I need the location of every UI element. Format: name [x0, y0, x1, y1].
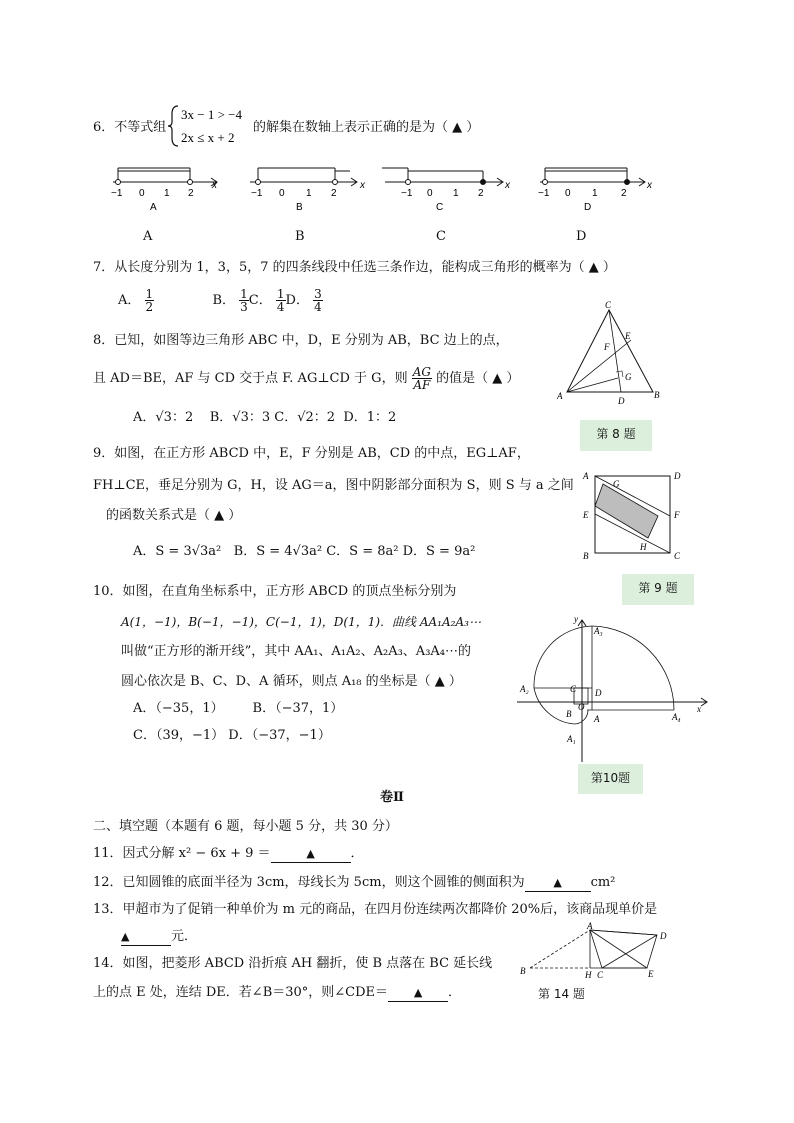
- svg-text:D: D: [660, 931, 667, 941]
- svg-text:0: 0: [427, 188, 433, 199]
- svg-text:0: 0: [279, 188, 285, 199]
- svg-text:A₁: A₁: [567, 734, 576, 744]
- q10-options-ab: A．（−35，1） B．（−37，1）: [133, 701, 344, 716]
- svg-text:2: 2: [478, 188, 484, 199]
- svg-text:A: A: [594, 714, 600, 724]
- svg-text:D: D: [674, 471, 681, 481]
- svg-text:A₂: A₂: [520, 684, 529, 694]
- q9-options: A．S = 3√3a² B．S = 4√3a² C．S = 8a² D．S = 9a²: [133, 544, 476, 559]
- svg-text:x: x: [360, 180, 365, 191]
- q7-stem: 7．从长度分别为 1，3，5，7 的四条线段中任选三条作边，能构成三角形的概率为（ ▲ ）: [93, 260, 616, 275]
- svg-text:A: A: [557, 391, 563, 401]
- q8-ratio-fraction: $\frac{AG}{AF}$: [412, 365, 431, 392]
- svg-text:A: A: [587, 921, 593, 931]
- svg-text:C: C: [570, 684, 577, 694]
- svg-text:E: E: [625, 331, 631, 341]
- svg-text:y: y: [574, 614, 578, 624]
- svg-text:C: C: [674, 551, 681, 561]
- q14-caption: 第 14 题: [538, 987, 585, 1001]
- q10-line-1: 10．如图，在直角坐标系中，正方形 ABCD 的顶点坐标分别为: [93, 584, 457, 599]
- svg-text:B: B: [520, 966, 526, 976]
- q6-option-c-label: C: [436, 202, 444, 212]
- svg-text:O: O: [578, 702, 585, 712]
- q6-answer-b: B: [295, 229, 305, 244]
- q6-option-c-number-line: [382, 168, 511, 212]
- svg-text:H: H: [640, 542, 647, 552]
- q6-inequality-1: 3x − 1 > −4: [181, 107, 242, 122]
- svg-text:A₃: A₃: [594, 626, 603, 636]
- q7-option-b-fraction: $\frac{1}{3}$: [240, 287, 248, 314]
- svg-text:−1: −1: [111, 188, 123, 199]
- svg-text:1: 1: [592, 188, 598, 199]
- q14-blank: ▲: [388, 985, 448, 1002]
- svg-text:C: C: [597, 970, 604, 980]
- svg-text:x: x: [697, 704, 701, 714]
- q13-blank: ▲: [121, 929, 171, 946]
- svg-text:x: x: [647, 180, 652, 191]
- svg-text:0: 0: [139, 188, 145, 199]
- svg-text:C: C: [605, 300, 612, 310]
- svg-text:x: x: [505, 180, 510, 191]
- q6-option-d-label: D: [584, 202, 592, 212]
- q6-inequality-2: 2x ≤ x + 2: [181, 130, 235, 145]
- svg-text:G: G: [625, 372, 632, 382]
- svg-text:2: 2: [621, 188, 627, 199]
- svg-text:A: A: [583, 471, 589, 481]
- q6-answer-a: A: [143, 229, 153, 244]
- svg-text:B: B: [654, 390, 660, 400]
- svg-text:2: 2: [331, 188, 337, 199]
- svg-text:E: E: [648, 969, 654, 979]
- q6-option-b-label: B: [296, 202, 303, 212]
- q11-blank: ▲: [271, 846, 351, 863]
- q6-option-a-number-line: [111, 168, 218, 212]
- q10-line-3: 叫做“正方形的渐开线”，其中 AA₁、A₁A₂、A₂A₃、A₃A₄⋯的: [121, 644, 472, 659]
- q11: 11．因式分解 x² − 6x + 9 ＝ ▲ ．: [93, 846, 364, 861]
- svg-text:2: 2: [188, 188, 194, 199]
- q12: 12．已知圆锥的底面半径为 3cm，母线长为 5cm，则这个圆锥的侧面积为 ▲ cm²: [93, 875, 616, 890]
- svg-text:F: F: [604, 342, 610, 352]
- svg-text:D: D: [618, 396, 625, 406]
- q6-prefix: 6．不等式组: [93, 120, 167, 135]
- q9-line-2: FH⊥CE，垂足分别为 G，H，设 AG＝a，图中阴影部分面积为 S，则 S 与 a 之间: [93, 478, 574, 493]
- q10-line-4: 圆心依次是 B、C、D、A 循环，则点 A₁₈ 的坐标是（ ▲ ）: [121, 674, 462, 689]
- q8-line-1: 8．已知，如图等边三角形 ABC 中，D，E 分别为 AB，BC 边上的点，: [93, 333, 509, 348]
- svg-text:G: G: [613, 479, 620, 489]
- q6-option-a-label: A: [150, 202, 157, 212]
- q9-line-1: 9．如图，在正方形 ABCD 中，E，F 分别是 AB，CD 的中点，EG⊥AF，: [93, 446, 530, 461]
- svg-text:0: 0: [565, 188, 571, 199]
- q12-blank: ▲: [525, 875, 591, 892]
- q10-line-2: A(1，−1)，B(−1，−1)，C(−1，1)，D(1，1)．曲线 AA₁A₂A₃⋯: [121, 615, 481, 629]
- svg-text:B: B: [566, 709, 572, 719]
- section-2-heading: 二、填空题（本题有 6 题，每小题 5 分，共 30 分）: [93, 819, 398, 834]
- q6-brace-system: [168, 102, 256, 150]
- q7-option-d-fraction: $\frac{3}{4}$: [314, 287, 322, 314]
- q8-options: A．√3：2 B．√3：3 C．√2：2 D．1：2: [133, 410, 397, 425]
- q6-option-b-number-line: [250, 168, 366, 212]
- q9-square-figure: [578, 466, 688, 566]
- svg-text:x: x: [212, 180, 217, 191]
- svg-text:1: 1: [164, 188, 170, 199]
- q6-option-d-number-line: [538, 168, 653, 212]
- q7-option-a-fraction: $\frac{1}{2}$: [145, 287, 154, 314]
- svg-text:−1: −1: [538, 188, 550, 199]
- svg-text:B: B: [583, 551, 589, 561]
- q7-option-c-fraction: $\frac{1}{4}$: [276, 287, 285, 314]
- q8-caption: 第 8 题: [580, 420, 652, 451]
- svg-text:1: 1: [453, 188, 459, 199]
- q13-line-1: 13．甲超市为了促销一种单价为 m 元的商品，在四月份连续两次都降价 20%后，该商品现单价是: [93, 902, 658, 917]
- q6-answer-c: C: [436, 229, 446, 244]
- q13-line-2: ▲ 元．: [121, 929, 198, 944]
- svg-text:1: 1: [306, 188, 312, 199]
- q7-options: A． $\frac{1}{2}$ B． $\frac{1}{3}$ C． $\frac{1}{4}$ D． $\frac{3}{4}$: [118, 287, 322, 314]
- q6-number-lines: [95, 160, 725, 212]
- q14-line-2: 上的点 E 处，连结 DE．若∠B＝30°，则∠CDE＝ ▲ ．: [93, 985, 462, 1000]
- q9-line-3: 的函数关系式是（ ▲ ）: [106, 508, 242, 523]
- q8-line-2: 且 AD＝BE，AF 与 CD 交于点 F. AG⊥CD 于 G，则 $\frac{AG}{AF}$ 的值是（ ▲ ）: [93, 365, 520, 392]
- q8-triangle-figure: [555, 300, 675, 408]
- svg-text:A₄: A₄: [672, 712, 681, 722]
- q6-answer-d: D: [576, 229, 587, 244]
- q10-options-cd: C．（39，−1） D．（−37，−1）: [133, 728, 331, 743]
- q10-caption: 第10题: [578, 764, 643, 794]
- svg-text:F: F: [674, 510, 680, 520]
- svg-text:E: E: [583, 510, 589, 520]
- volume-2-heading: 卷Ⅱ: [380, 790, 404, 805]
- q14-line-1: 14．如图，把菱形 ABCD 沿折痕 AH 翻折，使 B 点落在 BC 延长线: [93, 956, 493, 971]
- q6-suffix: 的解集在数轴上表示正确的是为（ ▲ ）: [253, 120, 480, 135]
- svg-text:D: D: [595, 688, 602, 698]
- svg-text:−1: −1: [401, 188, 413, 199]
- svg-text:H: H: [585, 970, 592, 980]
- q9-caption: 第 9 题: [622, 574, 694, 605]
- q14-rhombus-figure: [515, 920, 675, 980]
- svg-text:−1: −1: [251, 188, 263, 199]
- q10-involute-figure: [512, 612, 712, 762]
